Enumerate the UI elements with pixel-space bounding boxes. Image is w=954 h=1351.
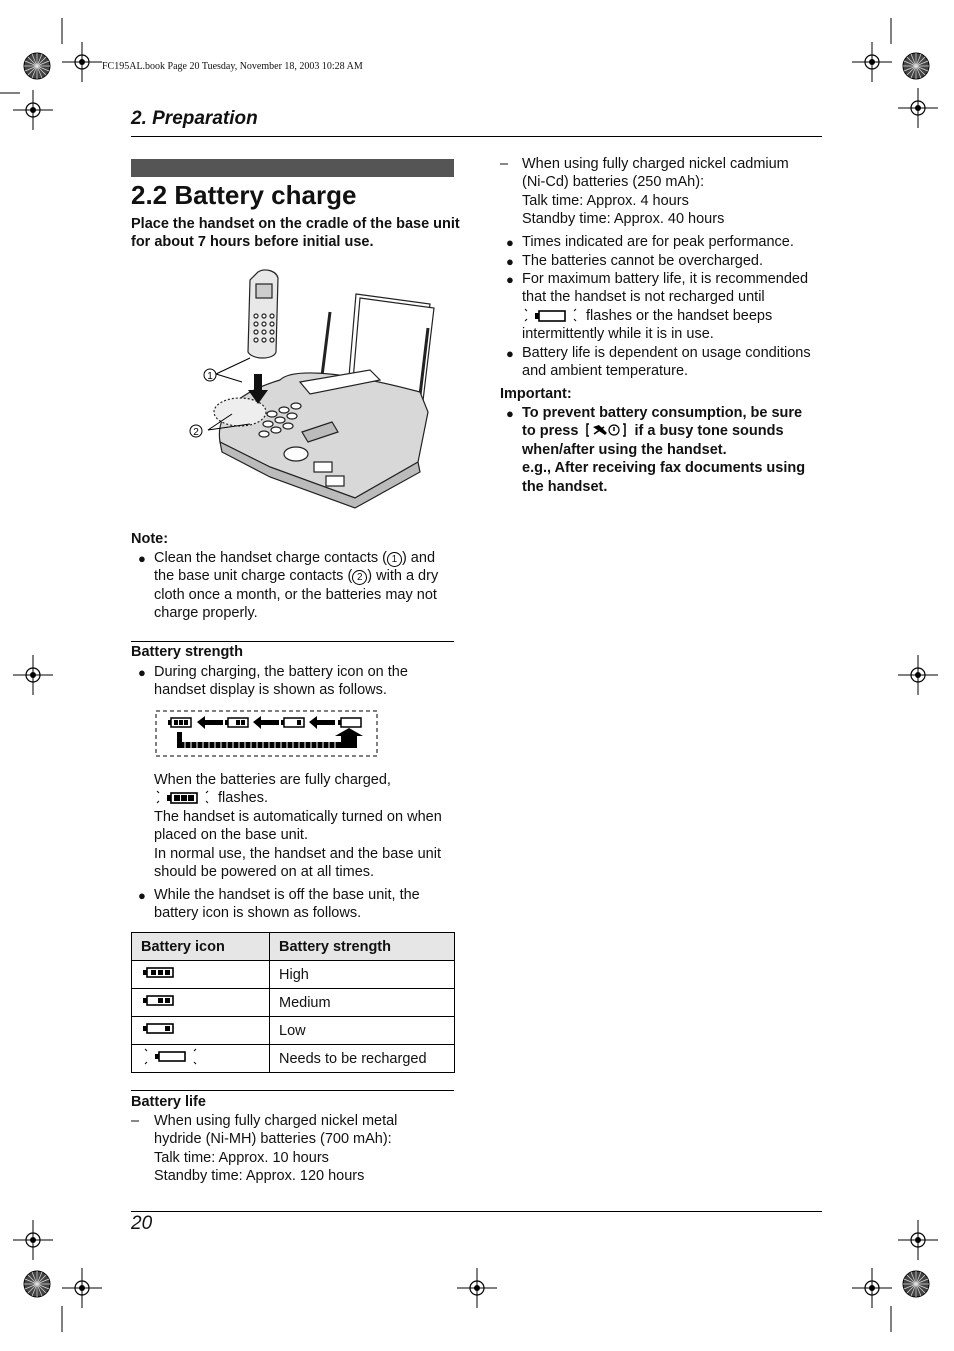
right-bullet-1: Times indicated are for peak performance.: [522, 234, 794, 250]
callout-2: 2: [193, 427, 199, 438]
print-header: FC195AL.book Page 20 Tuesday, November 18, 2003 10:28 AM: [102, 61, 363, 72]
nimh-text: When using fully charged nickel metal hydride (Ni-MH) batteries (700 mAh): Talk time: Approx. 10 hours Standby time: Approx. 120 hours: [154, 1113, 398, 1185]
important-text: To prevent battery consumption, be sure to press if a busy tone sounds when/after using the handset. e.g., After receiving fax documents using the handset.: [522, 405, 806, 495]
intro-text: Place the handset on the cradle of the base unit for about 7 hours before initial use.: [131, 216, 460, 250]
divider: [131, 641, 454, 642]
circled-1: 1: [387, 552, 402, 567]
right-bullet-3: For maximum battery life, it is recommended that the handset is not recharged until flashes or the handset beeps intermittently while it is in use.: [522, 271, 809, 343]
right-bullet-4: Battery life is dependent on usage conditions and ambient temperature.: [522, 345, 811, 380]
table-cell: Low: [270, 1017, 455, 1045]
page-heading: 2.2 Battery charge: [131, 180, 357, 210]
battery-empty-flashing-icon: [522, 307, 582, 325]
side-mark-right: [898, 655, 938, 695]
side-mark-left: [13, 655, 53, 695]
table-row: [132, 989, 455, 1017]
note-text: Clean the handset charge contacts ( 1 ) and the base unit charge contacts ( 2 ) with a dry cloth once a month, or the batteries may not charge properly.: [154, 550, 439, 622]
dash: –: [131, 1113, 140, 1129]
note-label: Note:: [131, 531, 169, 547]
table-cell: High: [270, 961, 455, 989]
right-bullet-2: The batteries cannot be overcharged.: [522, 253, 764, 269]
charging-sequence-diagram: [155, 710, 379, 758]
charging-bullet: During charging, the battery icon on the handset display is shown as follows.: [154, 664, 408, 699]
bullet-icon: ●: [506, 235, 514, 250]
footer-rule: [131, 1211, 822, 1212]
callout-1: 1: [207, 371, 213, 382]
battery-empty-flashing-icon: [132, 1045, 270, 1073]
corner-mark-tl: [0, 18, 102, 130]
header-rule: [131, 136, 822, 137]
bottom-center-mark: [457, 1268, 497, 1308]
table-header: Battery strength: [270, 933, 455, 961]
page-number: 20: [131, 1213, 153, 1234]
corner-mark-tr: [852, 18, 938, 128]
bullet-icon: ●: [506, 346, 514, 361]
bullet-icon: ●: [506, 254, 514, 269]
table-row: [132, 961, 455, 989]
battery-3-bars-icon: [132, 961, 270, 989]
bullet-icon: ●: [138, 551, 146, 566]
table-cell: Medium: [270, 989, 455, 1017]
bullet-icon: ●: [506, 272, 514, 287]
table-header: Battery icon: [132, 933, 270, 961]
off-key-icon: [585, 422, 627, 438]
battery-2-bars-icon: [132, 989, 270, 1017]
corner-mark-br: [852, 1220, 938, 1332]
section-title: 2. Preparation: [131, 108, 258, 129]
divider: [131, 1090, 454, 1091]
circled-2: 2: [352, 570, 367, 585]
table-cell: Needs to be recharged: [270, 1045, 455, 1073]
battery-1-bar-icon: [132, 1017, 270, 1045]
title-bar: [131, 159, 454, 177]
battery-life-heading: Battery life: [131, 1094, 206, 1110]
bullet-icon: ●: [138, 888, 146, 903]
important-label: Important:: [500, 386, 572, 402]
charging-notes: When the batteries are fully charged, flashes. The handset is automatically turned on when placed on the base unit. In normal use, the handset and the base unit should be powered on at all times.: [154, 772, 442, 881]
table-row: [132, 1017, 455, 1045]
battery-table: [131, 932, 455, 1073]
nicd-text: When using fully charged nickel cadmium (Ni-Cd) batteries (250 mAh): Talk time: Approx. 4 hours Standby time: Approx. 40 hours: [522, 156, 789, 228]
table-row: [132, 1045, 455, 1073]
table-header-row: [132, 933, 455, 961]
bullet-icon: ●: [138, 665, 146, 680]
corner-mark-bl: [13, 1220, 102, 1332]
off-base-bullet: While the handset is off the base unit, the battery icon is shown as follows.: [154, 887, 420, 922]
battery-strength-heading: Battery strength: [131, 644, 243, 660]
battery-full-flashing-icon: [154, 789, 214, 807]
fax-machine-illustration: [180, 262, 440, 512]
bullet-icon: ●: [506, 406, 514, 421]
dash: –: [500, 156, 509, 172]
